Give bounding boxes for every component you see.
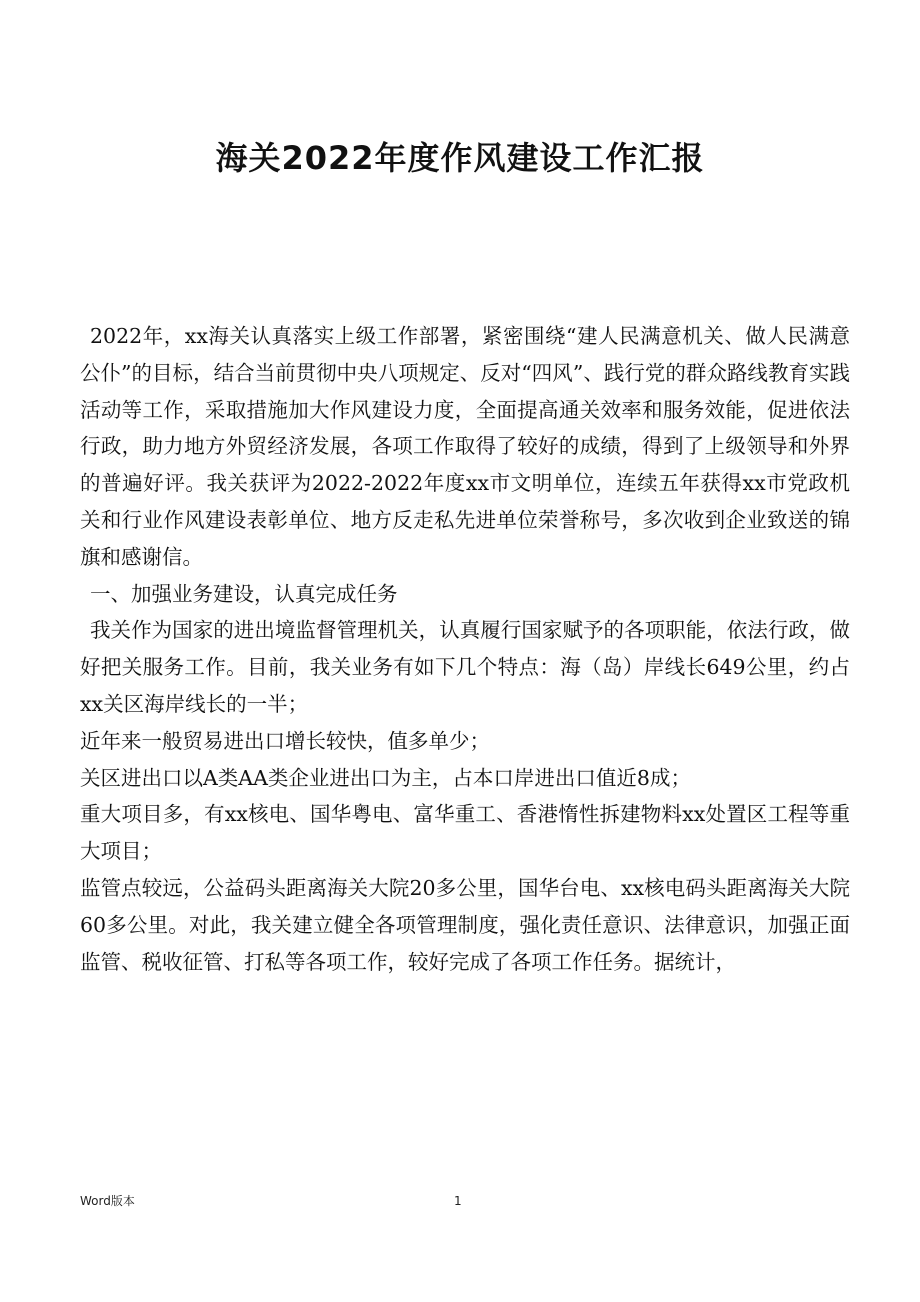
- paragraph-business: 我关作为国家的进出境监督管理机关，认真履行国家赋予的各项职能，依法行政，做好把关服务工作。目前，我关业务有如下几个特点：海（岛）岸线长649公里，约占xx关区海岸线长的一半；: [80, 618, 850, 716]
- paragraph-major-projects: 重大项目多，有xx核电、国华粤电、富华重工、香港惰性拆建物料xx处置区工程等重大项目；: [80, 802, 850, 864]
- paragraph-supervision-points: 监管点较远，公益码头距离海关大院20多公里，国华台电、xx核电码头距离海关大院60多公里。对此，我关建立健全各项管理制度，强化责任意识、法律意识，加强正面监管、税收征管、打私等各项工作，较好完成了各项工作任务。据统计，: [80, 875, 850, 974]
- paragraph-intro: 2022年，xx海关认真落实上级工作部署，紧密围绕“建人民满意机关、做人民满意公仆”的目标，结合当前贯彻中央八项规定、反对“四风”、践行党的群众路线教育实践活动等工作，采取措施加大作风建设力度，全面提高通关效率和服务效能，促进依法行政，助力地方外贸经济发展，各项工作取得了较好的成绩，得到了上级领导和外界的普遍好评。我关获评为2022-2022年度xx市文明单位，连续五年获得xx市党政机关和行业作风建设表彰单位、地方反走私先进单位荣誉称号，多次收到企业致送的锦旗和感谢信。: [80, 324, 850, 569]
- section-heading: 一、加强业务建设，认真完成任务: [90, 581, 398, 606]
- paragraph-trade-growth: 近年来一般贸易进出口增长较快，值多单少；: [80, 728, 490, 753]
- document-body: [80, 318, 850, 980]
- footer-version-label: Word版本: [80, 1194, 135, 1208]
- footer-page-number: 1: [454, 1194, 462, 1208]
- document-title: 海关2022年度作风建设工作汇报: [215, 139, 705, 177]
- paragraph-enterprise-class: 关区进出口以A类AA类企业进出口为主，占本口岸进出口值近8成；: [80, 765, 691, 790]
